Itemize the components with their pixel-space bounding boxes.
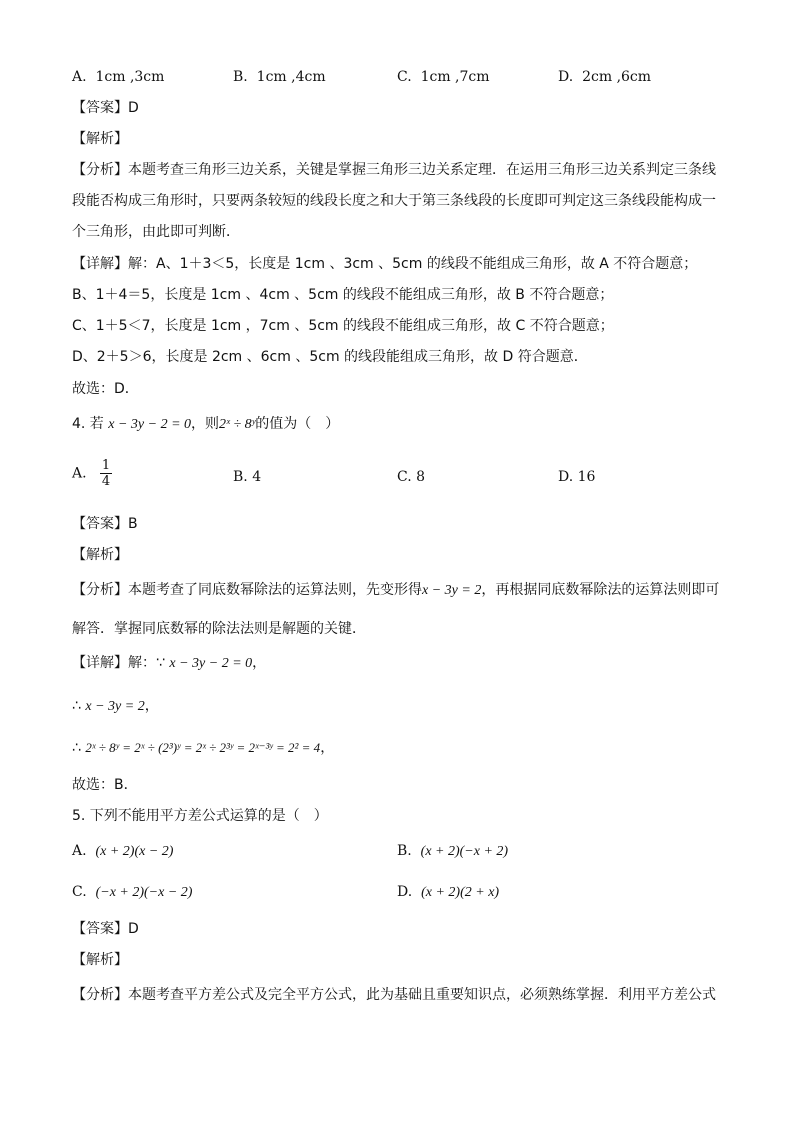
q3-answer: 【答案】D: [72, 100, 139, 116]
q4-fenxi-line-2: 解答．掌握同底数幂的除法法则是解题的关键．: [72, 621, 366, 637]
q3-option-a: [72, 67, 164, 87]
equation: x − 3y − 2 = 0: [169, 656, 253, 671]
q5-option-b: [397, 841, 508, 862]
q4-stem-prefix: 4. 若: [72, 416, 104, 432]
q3-option-c: [397, 67, 490, 87]
option-text: 1cm ,3cm: [95, 69, 165, 85]
q4-option-b: B. 4: [233, 469, 262, 485]
option-text: 1cm ,4cm: [256, 69, 326, 85]
q4-option-d: D. 16: [558, 469, 596, 485]
q3-fenxi-line-1: 【分析】本题考查三角形三边关系，关键是掌握三角形三边关系定理．在运用三角形三边关系判定三条线: [72, 162, 716, 178]
option-label: C.: [397, 69, 412, 85]
q5-answer: 【答案】D: [72, 921, 139, 937]
q4-detail-line-3: [72, 738, 334, 758]
q3-option-d: [558, 67, 651, 87]
q4-option-a: [72, 458, 112, 489]
text-segment: 【详解】解：∵: [72, 655, 165, 671]
q4-stem: [72, 414, 339, 435]
option-label: A.: [72, 69, 87, 85]
q3-detail-line-2: B、1＋4＝5，长度是 1cm 、4cm 、5cm 的线段不能组成三角形，故 B 不符合题意；: [72, 287, 614, 303]
fraction: [100, 458, 112, 489]
q4-option-c: C. 8: [397, 469, 426, 485]
q3-detail-line-4: D、2＋5＞6，长度是 2cm 、6cm 、5cm 的线段能组成三角形，故 D 符合题意．: [72, 349, 588, 365]
text-segment: ，: [144, 698, 159, 714]
q3-fenxi-line-3: 个三角形，由此即可判断．: [72, 224, 240, 240]
therefore-symbol: ∴: [72, 698, 81, 714]
option-label: A.: [72, 843, 87, 859]
text-segment: 【分析】本题考查了同底数幂除法的运算法则，先变形得: [72, 582, 422, 598]
option-label: D.: [558, 69, 574, 85]
q4-detail-line-1: [72, 653, 266, 674]
q4-stem-mid: ，则: [191, 416, 220, 432]
option-label: B.: [397, 843, 412, 859]
q5-option-a: [72, 841, 173, 862]
option-text: (x + 2)(2 + x): [421, 885, 500, 900]
q3-detail-line-1: 【详解】解：A、1＋3＜5，长度是 1cm 、3cm 、5cm 的线段不能组成三角形，故 A 不符合题意；: [72, 256, 698, 272]
text-segment: ，: [252, 655, 267, 671]
option-label: D.: [397, 884, 413, 900]
option-text: (x + 2)(−x + 2): [420, 844, 509, 859]
q3-option-b: [233, 67, 326, 87]
q5-analysis-header: 【解析】: [72, 952, 128, 968]
q4-stem-expression: 2ˣ ÷ 8ʸ: [219, 417, 256, 432]
option-label: C.: [72, 884, 87, 900]
q4-detail-line-2: [72, 696, 159, 717]
q5-fenxi-line-1: 【分析】本题考查平方差公式及完全平方公式，此为基础且重要知识点，必须熟练掌握．利用平方差公式: [72, 987, 716, 1003]
equation: x − 3y = 2: [422, 583, 482, 598]
equation: 2ˣ ÷ 8ʸ = 2ˣ ÷ (2³)ʸ = 2ˣ ÷ 2³ʸ = 2ˣ⁻³ʸ = 2² = 4: [85, 740, 321, 755]
q4-fenxi-line-1: [72, 580, 719, 601]
option-label: B.: [233, 69, 248, 85]
q3-conclusion: 故选：D．: [72, 381, 139, 397]
text-segment: ，再根据同底数幂除法的运算法则即可: [481, 582, 720, 598]
text-segment: ，: [320, 740, 335, 756]
q4-analysis-header: 【解析】: [72, 547, 128, 563]
q3-detail-line-3: C、1＋5＜7，长度是 1cm ，7cm 、5cm 的线段不能组成三角形，故 C 不符合题意；: [72, 318, 614, 334]
q4-answer: 【答案】B: [72, 516, 138, 532]
q3-fenxi-line-2: 段能否构成三角形时，只要两条较短的线段长度之和大于第三条线段的长度即可判定这三条线段能构成一: [72, 193, 716, 209]
q5-option-d: [397, 882, 499, 903]
fraction-denominator: 4: [101, 474, 111, 489]
option-text: 2cm ,6cm: [582, 69, 652, 85]
q3-analysis-header: 【解析】: [72, 131, 128, 147]
q4-conclusion: 故选：B．: [72, 777, 138, 793]
therefore-symbol: ∴: [72, 740, 81, 756]
option-text: 1cm ,7cm: [420, 69, 490, 85]
option-text: (x + 2)(x − 2): [95, 844, 174, 859]
q5-option-c: [72, 882, 192, 903]
q4-stem-suffix: 的值为（ ）: [255, 416, 340, 432]
q4-stem-equation: x − 3y − 2 = 0: [108, 417, 192, 432]
option-text: (−x + 2)(−x − 2): [95, 885, 193, 900]
equation: x − 3y = 2: [85, 699, 145, 714]
q5-stem: 5. 下列不能用平方差公式运算的是（ ）: [72, 808, 328, 824]
fraction-numerator: 1: [101, 458, 111, 473]
option-label: A.: [72, 465, 87, 482]
